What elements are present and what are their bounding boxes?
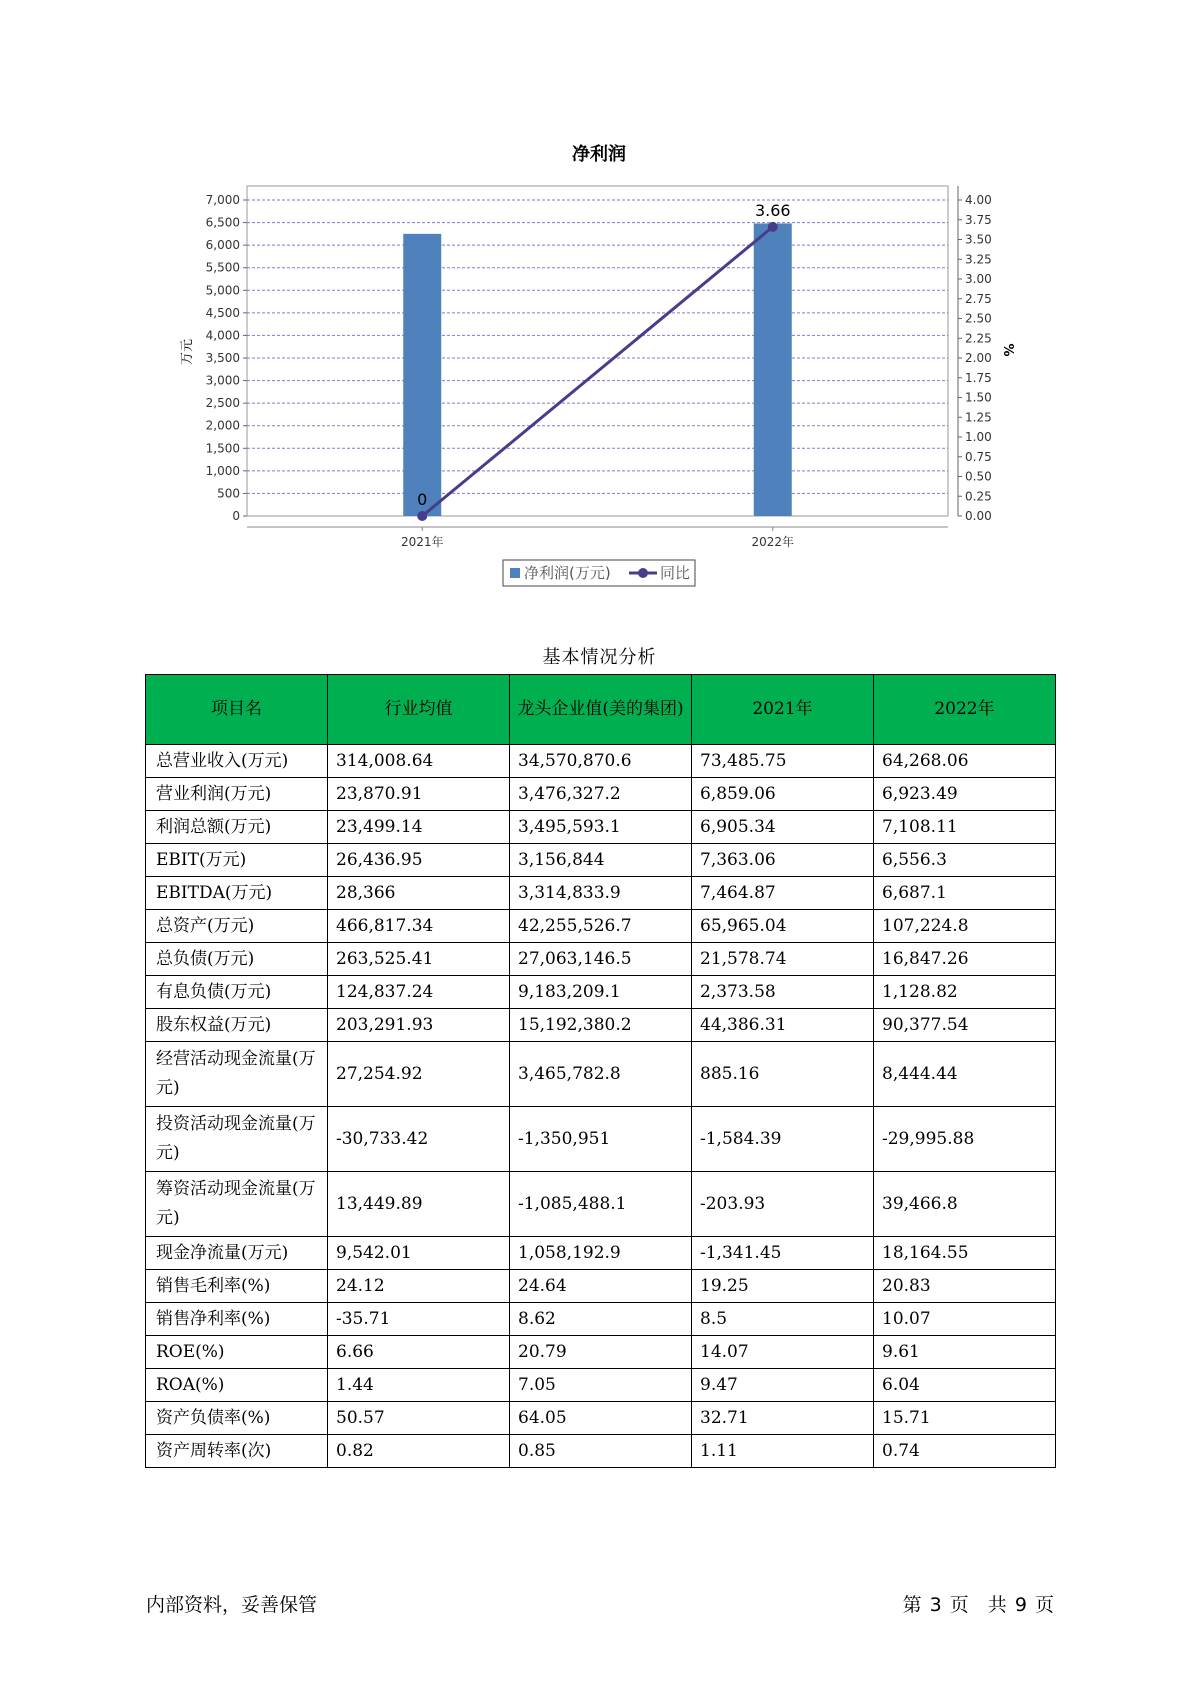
row-label: ROA(%) (146, 1369, 328, 1402)
row-value: -1,350,951 (510, 1107, 692, 1172)
right-tick-label: 2.00 (965, 351, 992, 365)
row-value: 1.44 (328, 1369, 510, 1402)
row-label: 总负债(万元) (146, 943, 328, 976)
row-value: 8,444.44 (874, 1042, 1056, 1107)
row-value: 9.61 (874, 1336, 1056, 1369)
right-y-axis (958, 186, 992, 523)
row-label: 营业利润(万元) (146, 778, 328, 811)
row-value: 26,436.95 (328, 844, 510, 877)
row-value: 15.71 (874, 1402, 1056, 1435)
row-value: 27,254.92 (328, 1042, 510, 1107)
right-tick-label: 3.75 (965, 212, 992, 227)
row-label: 利润总额(万元) (146, 811, 328, 844)
table-row (146, 811, 1056, 844)
row-value: -1,341.45 (692, 1237, 874, 1270)
row-value: 18,164.55 (874, 1237, 1056, 1270)
row-value: 885.16 (692, 1042, 874, 1107)
left-tick-label: 5,000 (205, 283, 240, 298)
row-value: 64.05 (510, 1402, 692, 1435)
yoy-line (422, 227, 773, 516)
left-tick-label: 1,000 (205, 463, 240, 478)
yoy-point (417, 511, 427, 521)
row-label: 股东权益(万元) (146, 1009, 328, 1042)
yoy-data-label: 3.66 (754, 200, 791, 220)
row-value: 124,837.24 (328, 976, 510, 1009)
right-tick-label: 2.25 (965, 331, 992, 346)
left-tick-label: 1,500 (205, 441, 240, 456)
header-item-name: 项目名 (146, 675, 328, 745)
row-value: 6,556.3 (874, 844, 1056, 877)
row-value: 466,817.34 (328, 910, 510, 943)
row-value: 20.79 (510, 1336, 692, 1369)
bar (403, 234, 441, 516)
left-tick-label: 7,000 (205, 193, 240, 207)
left-tick-label: 6,000 (205, 238, 240, 253)
row-value: 263,525.41 (328, 943, 510, 976)
table-row (146, 1435, 1056, 1468)
row-value: 314,008.64 (328, 745, 510, 778)
left-axis-label: 万元 (180, 338, 195, 366)
row-label: 销售毛利率(%) (146, 1270, 328, 1303)
row-value: 8.5 (692, 1303, 874, 1336)
table-row (146, 976, 1056, 1009)
left-tick-label: 6,500 (205, 215, 240, 230)
x-tick-label: 2022年 (751, 535, 795, 549)
header-2022: 2022年 (874, 675, 1056, 745)
row-value: 1,128.82 (874, 976, 1056, 1009)
row-label: 有息负债(万元) (146, 976, 328, 1009)
net-profit-chart (0, 0, 1191, 600)
table-row (146, 910, 1056, 943)
row-label: 资产周转率(次) (146, 1435, 328, 1468)
right-tick-label: 0.50 (965, 469, 992, 484)
page-total: 9 (1014, 1594, 1027, 1616)
row-value: 9,542.01 (328, 1237, 510, 1270)
row-value: 7.05 (510, 1369, 692, 1402)
chart-title: 净利润 (572, 144, 626, 165)
left-tick-label: 2,000 (205, 418, 240, 433)
row-value: 19.25 (692, 1270, 874, 1303)
row-value: 7,464.87 (692, 877, 874, 910)
right-tick-label: 0.75 (965, 449, 992, 464)
table-caption: 基本情况分析 (542, 647, 657, 668)
row-value: 7,363.06 (692, 844, 874, 877)
row-value: 39,466.8 (874, 1172, 1056, 1237)
row-value: 203,291.93 (328, 1009, 510, 1042)
row-value: 6,859.06 (692, 778, 874, 811)
row-label: 现金净流量(万元) (146, 1237, 328, 1270)
right-tick-label: 1.50 (965, 390, 992, 405)
chart-legend (503, 560, 695, 586)
line-series (417, 201, 790, 521)
left-tick-label: 3,500 (205, 351, 240, 365)
row-value: -35.71 (328, 1303, 510, 1336)
right-tick-label: 2.50 (965, 311, 992, 326)
row-value: 8.62 (510, 1303, 692, 1336)
table-row (146, 1042, 1056, 1107)
legend-line-marker (638, 568, 648, 578)
left-y-axis (206, 193, 247, 523)
page-prefix: 第 (902, 1594, 922, 1616)
row-value: 3,156,844 (510, 844, 692, 877)
right-axis-label: % (1000, 343, 1015, 357)
left-tick-label: 5,500 (205, 260, 240, 275)
row-value: 23,499.14 (328, 811, 510, 844)
table-row (146, 1237, 1056, 1270)
table-row (146, 1303, 1056, 1336)
row-value: -1,584.39 (692, 1107, 874, 1172)
left-tick-label: 0 (232, 509, 240, 523)
right-tick-label: 4.00 (965, 193, 992, 207)
table-row (146, 745, 1056, 778)
table-row (146, 1009, 1056, 1042)
row-value: 64,268.06 (874, 745, 1056, 778)
row-value: 32.71 (692, 1402, 874, 1435)
row-value: 0.74 (874, 1435, 1056, 1468)
row-value: 42,255,526.7 (510, 910, 692, 943)
right-tick-label: 0.00 (965, 509, 992, 523)
right-tick-label: 3.25 (965, 252, 992, 267)
row-value: 6,687.1 (874, 877, 1056, 910)
row-value: 23,870.91 (328, 778, 510, 811)
row-value: 0.85 (510, 1435, 692, 1468)
row-value: 107,224.8 (874, 910, 1056, 943)
plot-frame (247, 186, 948, 516)
table-row (146, 1402, 1056, 1435)
row-value: 7,108.11 (874, 811, 1056, 844)
table-row (146, 844, 1056, 877)
right-tick-label: 3.50 (965, 232, 992, 247)
row-value: 73,485.75 (692, 745, 874, 778)
right-tick-label: 1.25 (965, 410, 992, 425)
row-label: 资产负债率(%) (146, 1402, 328, 1435)
x-axis (247, 527, 948, 549)
row-value: 16,847.26 (874, 943, 1056, 976)
row-value: -30,733.42 (328, 1107, 510, 1172)
row-value: 6.66 (328, 1336, 510, 1369)
row-value: 15,192,380.2 (510, 1009, 692, 1042)
row-label: EBIT(万元) (146, 844, 328, 877)
row-value: 14.07 (692, 1336, 874, 1369)
table-row (146, 1172, 1056, 1237)
row-value: -29,995.88 (874, 1107, 1056, 1172)
row-label: 筹资活动现金流量(万元) (146, 1172, 328, 1237)
row-value: 6,905.34 (692, 811, 874, 844)
table-row (146, 877, 1056, 910)
row-value: -203.93 (692, 1172, 874, 1237)
row-value: 90,377.54 (874, 1009, 1056, 1042)
footer-page-number (901, 1590, 1054, 1617)
header-leader-value: 龙头企业值(美的集团) (510, 675, 692, 745)
row-value: 44,386.31 (692, 1009, 874, 1042)
row-value: 3,495,593.1 (510, 811, 692, 844)
row-label: 总资产(万元) (146, 910, 328, 943)
right-tick-label: 3.00 (965, 272, 992, 286)
row-value: 65,965.04 (692, 910, 874, 943)
bar (754, 223, 792, 516)
left-tick-label: 2,500 (205, 396, 240, 411)
left-tick-label: 500 (217, 486, 240, 501)
row-value: -1,085,488.1 (510, 1172, 692, 1237)
row-value: 13,449.89 (328, 1172, 510, 1237)
table-row (146, 1336, 1056, 1369)
table-row (146, 1369, 1056, 1402)
table-row (146, 943, 1056, 976)
row-value: 2,373.58 (692, 976, 874, 1009)
x-tick-label: 2021年 (400, 535, 444, 549)
table-row (146, 1107, 1056, 1172)
left-tick-label: 4,500 (205, 305, 240, 320)
row-value: 3,465,782.8 (510, 1042, 692, 1107)
right-tick-label: 1.00 (965, 430, 992, 444)
row-value: 27,063,146.5 (510, 943, 692, 976)
row-label: 销售净利率(%) (146, 1303, 328, 1336)
row-value: 24.12 (328, 1270, 510, 1303)
footer-confidential-note: 内部资料，妥善保管 (146, 1594, 318, 1616)
table-header-row (146, 675, 1056, 745)
left-tick-label: 3,000 (205, 373, 240, 388)
table-row (146, 778, 1056, 811)
row-label: 经营活动现金流量(万元) (146, 1042, 328, 1107)
row-value: 9,183,209.1 (510, 976, 692, 1009)
left-tick-label: 4,000 (205, 328, 240, 343)
page-mid: 页 共 (949, 1594, 1007, 1616)
header-industry-avg: 行业均值 (328, 675, 510, 745)
row-label: 投资活动现金流量(万元) (146, 1107, 328, 1172)
row-value: 28,366 (328, 877, 510, 910)
table-row (146, 1270, 1056, 1303)
row-value: 10.07 (874, 1303, 1056, 1336)
yoy-point (768, 222, 778, 232)
page-current: 3 (929, 1594, 942, 1616)
row-value: 1.11 (692, 1435, 874, 1468)
legend-bar-label: 净利润(万元) (524, 564, 611, 582)
row-value: 0.82 (328, 1435, 510, 1468)
row-value: 6,923.49 (874, 778, 1056, 811)
row-value: 24.64 (510, 1270, 692, 1303)
right-tick-label: 1.75 (965, 370, 992, 385)
row-value: 6.04 (874, 1369, 1056, 1402)
row-value: 50.57 (328, 1402, 510, 1435)
row-label: ROE(%) (146, 1336, 328, 1369)
row-value: 3,314,833.9 (510, 877, 692, 910)
right-tick-label: 2.75 (965, 291, 992, 306)
legend-line-label: 同比 (660, 564, 691, 582)
row-value: 3,476,327.2 (510, 778, 692, 811)
chart-grid (247, 186, 948, 516)
row-label: EBITDA(万元) (146, 877, 328, 910)
right-tick-label: 0.25 (965, 489, 992, 504)
row-value: 1,058,192.9 (510, 1237, 692, 1270)
yoy-data-label: 0 (417, 490, 428, 509)
row-value: 21,578.74 (692, 943, 874, 976)
row-value: 9.47 (692, 1369, 874, 1402)
page-suffix: 页 (1034, 1594, 1054, 1616)
row-value: 34,570,870.6 (510, 745, 692, 778)
legend-bar-swatch (510, 568, 520, 578)
header-2021: 2021年 (692, 675, 874, 745)
row-label: 总营业收入(万元) (146, 745, 328, 778)
basic-analysis-table (145, 674, 1056, 1468)
row-value: 20.83 (874, 1270, 1056, 1303)
